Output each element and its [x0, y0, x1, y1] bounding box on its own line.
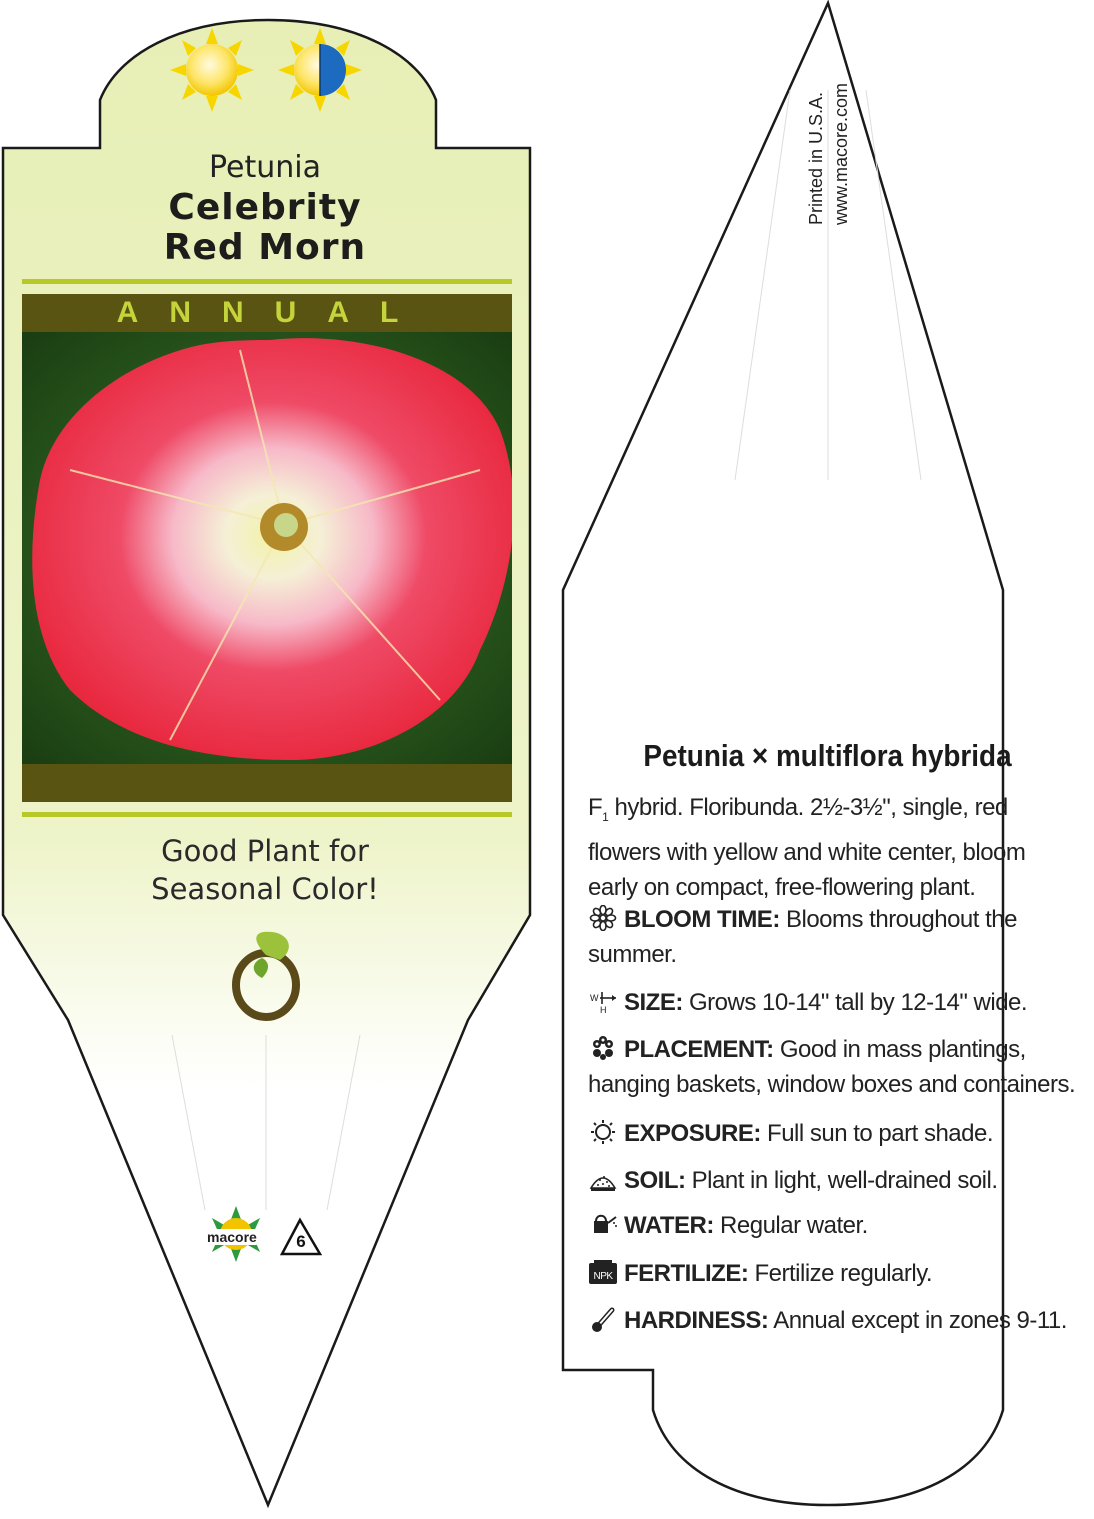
full-sun-icon	[170, 28, 254, 112]
care-label: FERTILIZE:	[624, 1260, 749, 1287]
care-item-hardiness	[588, 1303, 1078, 1338]
care-text: Annual except in zones 9-11.	[768, 1307, 1067, 1334]
care-text: Full sun to part shade.	[760, 1120, 994, 1147]
svg-text:H: H	[600, 1005, 606, 1014]
care-label: HARDINESS:	[624, 1307, 769, 1334]
cultivar-line-1: Celebrity	[168, 187, 362, 228]
plant-category: ANNUAL	[116, 296, 430, 329]
care-label: PLACEMENT:	[624, 1036, 774, 1063]
care-label: EXPOSURE:	[624, 1120, 761, 1147]
care-item-exposure	[588, 1116, 1078, 1151]
care-item-fertilize	[588, 1256, 1078, 1291]
watering-can-icon	[588, 1211, 618, 1237]
brand-name: macore	[207, 1229, 257, 1245]
care-item-water	[588, 1208, 1078, 1243]
part-shade-icon	[278, 28, 362, 112]
care-text: Blooms throughout the summer.	[588, 906, 1017, 968]
care-label: BLOOM TIME:	[624, 906, 780, 933]
sun-icon	[588, 1119, 618, 1145]
care-text: Fertilize regularly.	[748, 1260, 933, 1287]
soil-icon	[588, 1166, 618, 1192]
care-text: Regular water.	[713, 1212, 868, 1239]
care-text: Plant in light, well-drained soil.	[685, 1167, 998, 1194]
svg-text:W: W	[590, 993, 598, 1003]
care-text: Grows 10-14" tall by 12-14" wide.	[682, 989, 1028, 1016]
website-label: www.macore.com	[831, 82, 851, 225]
care-item-soil	[588, 1163, 1078, 1198]
size-icon	[588, 988, 618, 1014]
recycle-code: 6	[296, 1232, 306, 1251]
tagline-line-1: Good Plant for	[161, 834, 369, 868]
tagline-line-2: Seasonal Color!	[151, 872, 379, 906]
botanical-name: Petunia × multiflora hybrida	[643, 738, 1012, 773]
cultivar-name	[100, 188, 430, 268]
care-item-size	[588, 985, 1078, 1020]
care-label: WATER:	[624, 1212, 714, 1239]
care-text: Good in mass plantings, hanging baskets, window boxes and containers.	[588, 1036, 1076, 1098]
tagline	[100, 832, 430, 908]
care-item-bloom-time	[588, 902, 1078, 972]
plant-description: $F_1$ hybrid. Floribunda. 2½-3½", single, red flowers with yellow and white center, bloom early on compact, free-flowering plant.	[588, 794, 1026, 901]
cultivar-line-2: Red Morn	[163, 227, 367, 268]
printed-in-label: Printed in U.S.A.	[806, 91, 826, 225]
care-item-placement	[588, 1032, 1078, 1102]
care-label: SOIL:	[624, 1167, 686, 1194]
placement-icon	[588, 1035, 618, 1061]
npk-icon	[588, 1259, 618, 1285]
flower-icon	[588, 905, 618, 931]
svg-text:NPK: NPK	[593, 1271, 613, 1282]
care-label: SIZE:	[624, 989, 683, 1016]
thermometer-icon	[588, 1306, 618, 1332]
flower-photo	[22, 332, 514, 764]
species-name: Petunia	[209, 150, 321, 185]
